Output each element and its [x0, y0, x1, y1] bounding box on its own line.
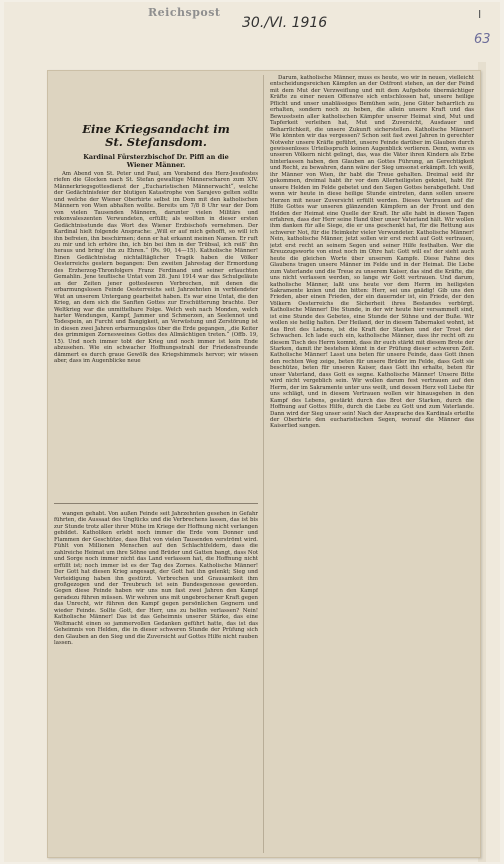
section-divider: [54, 503, 258, 504]
archive-sheet: [4, 2, 500, 862]
newspaper-clipping: [47, 70, 481, 858]
article-column-1-upper: [54, 171, 258, 501]
subhead-line-2: Wiener Männer.: [126, 161, 186, 169]
column-2-text: Darum, katholische Männer, muss es heute, wo wir in neuen, vielleicht entscheidungsreichen Kämpfen an der Ostfront stehen, an der der Feind mit dem Mut der Verzweiflung und mit dem Aufgebote übermächtiger Kräfte zu einer neuen Offensive sich entschlossen hat, unsere heilige Pflicht und unser unablässiges Bemühen sein, jene Güter beharrlich zu erhalten, sondern noch zu heben, die allein unsere Kraft und das Bewusstsein aller katholischen Kämpfer unserer Heimat sind, Mut und Tapferkeit verleihen hat, Mut und Zuversicht, Ausdauer und Beharrlichkeit, die unsere Zukunft sicherstellen. Katholische Männer! Wie könnten wir das vergessen? Schon seit fast zwei Jahren in gerechter Notwehr unsere Kräfte geführt, unsere Feinde darüber im Glauben durch gewissenloses Urteilsspruch keinen Augenblick verlieren. Denn, wenn es unseren Völkern nicht gelingt, das, was die Väter ihren Kindern als Erbe hinterlassen haben, den Glauben an Gottes Führung, an Gerechtigkeit und Recht, zu bewahren, dann wäre der Sieg umsonst erkämpft. Ich weiß, ihr Männer von Wien, ihr habt die Treue gehalten. Dreimal seid ihr gekommen, dreimal habt ihr vor dem Allerheiligsten gekniet, habt für unsere Helden im Felde gebetet und den Segen Gottes herabgefleht. Und wenn wir heute in diese heilige Stunde eintreten, dann sollen unsere Herzen mit neuer Zuversicht erfüllt werden. Dieses Vertrauen auf die Hilfe Gottes war unseren glänzenden Kämpfern an der Front und den Helden der Heimat eine Quelle der Kraft. Ihr alle habt in diesen Tagen erfahren, dass der Herr seine Hand über unser Vaterland hält. Wir wollen ihm danken für alle Siege, die er uns geschenkt hat, für die Rettung aus schwerer Not, für die Heimkehr vieler Verwundeter. Katholische Männer! Nein, katholische Männer, jetzt sollen wir erst recht auf Gott vertrauen, jetzt erst recht an seinem Segen und seiner Hilfe festhalten. Wer die Kreuzzugsworte von einst noch im Ohre hat: Gott will es! der sieht auch heute die gleichen Worte über unserem Kampfe. Diese Fahne des Glaubens tragen unsere Männer im Felde und in der Heimat. Die Liebe zum Vaterlande und die Treue zu unserem Kaiser, das sind die Kräfte, die uns nicht verlassen werden, so lange wir Gott vertrauen. Und darum, katholische Männer, laßt uns heute vor dem Herrn im heiligsten Sakramente knien und ihn bitten: Herr, sei uns gnädig! Gib uns den Frieden, aber einen Frieden, der ein dauernder ist, ein Friede, der den Völkern Oesterreichs die Sicherheit ihres Bestandes verbürgt. Katholische Männer! Die Stunde, in der wir heute hier versammelt sind, ist eine Stunde des Gebetes, eine Stunde der Sühne und der Buße. Wir wollen sie heilig halten. Der Heiland, der in diesem Tabernakel wohnt, ist das Brot des Lebens, ist die Kraft der Starken und der Trost der Schwachen. Ich lade euch ein, katholische Männer, dass ihr recht oft zu diesem Tisch des Herrn kommt, dass ihr euch stärkt mit diesem Brote der Starken, damit ihr bestehen könnt in der Prüfung dieser schweren Zeit. Katholische Männer! Lasst uns beten für unsere Feinde, dass Gott ihnen den rechten Weg zeige, beten für unsere Brüder im Felde, dass Gott sie beschütze, beten für unseren Kaiser, dass Gott ihn erhalte, beten für unser Vaterland, dass Gott es segne. Katholische Männer! Unsere Bitte wird nicht vergeblich sein. Wir wollen darum fest vertrauen auf den Herrn, der im Sakramente unter uns weilt, und dessen Herz voll Liebe für uns schlägt, und in diesem Vertrauen wollen wir hinausgehen in den Kampf des Lebens, gestärkt durch das Brot der Starken, durch die Hoffnung auf Gottes Hilfe, durch die Liebe zu Gott und zum Vaterlande. Dann wird der Sieg unser sein! Nach der Ansprache des Kardinals erteilte der Oberhirte den eucharistischen Segen, worauf die Männer das Kaiserlied sangen.: [270, 75, 474, 430]
subhead-line-1: Kardinal Fürsterzbischof Dr. Piffl an die: [83, 153, 229, 161]
article-headline: [54, 123, 258, 149]
newspaper-name-stamp: Reichspost: [148, 6, 221, 19]
archive-number: 63: [474, 32, 491, 47]
article-column-1-lower: [54, 511, 258, 855]
article-column-2: [270, 75, 474, 855]
column-rule: [263, 75, 264, 853]
headline-line-1: Eine Kriegsandacht im: [82, 122, 230, 136]
headline-line-2: St. Stefansdom.: [105, 135, 207, 149]
page-number: I: [478, 8, 482, 21]
column-1-text-upper: Am Abend von St. Peter und Paul, am Vorabend des Herz-Jesufestes riefen die Glocken nach St. Stefan gewaltige Männerscharen zum XIV. Männerkriegsgottesdienst der „Eucharistischen Männerwacht“, welche der Gedächtnisfeier der blutigen Katastrophe von Sarajevo gelten sollte und welche der Wiener Oberhirte selbst im Dom mit den katholischen Männern von Wien abhalten wollte. Bereits um 7/8 8 Uhr war der Dom von vielen Tausenden Männern, darunter vielen Militärs und rekonvaleszenten Verwundeten, erfüllt; als wollten in dieser ersten Gedächtnisstunde das Wort des Wiener Erzbischofs vernehmen. Der Kardinal hielt folgende Ansprache: „Will er auf mich gehofft, so will ich ihn befreien, ihn beschirmen; denn er hat erkannt meinen Namen. Er ruft zu mir und ich erhöre ihn, ich bin bei ihm in der Trübsal, ich reiß' ihn heraus und bring' ihn zu Ehren.“ (Ps. 90, 14—15). Katholische Männer! Einen Gedächtnistag nichtalltäglicher Tragik haben die Völker Oesterreichs gestern begangen: Den zweiten Jahrestag der Ermordung des Erzherzog-Thronfolgers Franz Ferdinand und seiner erlauchten Gemahlin. Jene teuflische Untat vom 28. Juni 1914 war das Schulgeläute an der Zeiten jener gottesleeren Verbrechen, mit denen die erbarmungslosen Feinde Oesterreichs seit Jahrzehnten in verblendeter Wut an unserem Untergang gearbeitet haben. Es war eine Untat, die den Krieg, an dem sich die Sanften Gottes zur Erschütterung brachte. Der Weltkrieg war die unmittelbare Folge. Welch weh nach Monden, welch harter Wendungen, Kampf, Jammer und Schmerzen, an Seelennot und Todespein, an Furcht und Bangigkeit, an Verwüstung und Zerstörung ist in diesen zwei Jahren erbarmungslos über die Erde gegangen, „die Keiter des grimmigen Zornesweines Gottes des Allmächtigen treten.“ (Offb. 19, 15). Und noch immer tobt der Krieg und noch immer ist kein Ende abzusehen. Wie ein schwacher Hoffnungsstrahl der Friedensfreunde dämmert es durch graue Gewölk des Kriegshimmels hervor; wir wissen aber, dass im Augenblicke neue: [54, 171, 258, 365]
column-1-text-lower: wangen gehabt. Von außen Feinde seit Jahrzehnten gesehen in Gefahr führten, die Aussaat des Unglücks und die Verbrechens lassen, das ist bis zur Stunde trotz aller ihrer Mühe im Kriege der Hoffnung nicht verlangen gebildet. Katholiken erlebt noch immer die Erde vom Donner und Flammen der Geschütze, dass Blut von vielen Tausenden verströmt wird. Fühlt von Millionen Menschen auf den Schlachtfeldern, dass die zahlreiche Heimat um ihre Söhne und Brüder und Gatten bangt, dass Not und Sorge noch immer nicht das Land verlassen hat, die Hoffnung nicht erfüllt ist; noch immer ist es der Tag des Zornes. Katholische Männer! Der Gott hat diesen Krieg angesagt, der Gott hat ihn gelenkt; Sieg und Verteidigung haben ihn gestürzt. Verbrechen und Grausamkeit ihm großgezogen und der Treubruch ist sein Bundesgenosse geworden. Gegen diese Feinde haben wir uns nun fast zwei Jahren den Kampf geradezu führen müssen. Wir wehren uns mit ungebrochener Kraft gegen das Unrecht, wir führen den Kampf gegen persönlichen Gegnern und wieder Feinde. Sollte Gott, der Herr, uns zu helfen verlassen? Nein! Katholische Männer! Das ist das Geheimnis unserer Stärke, das eine Weltmacht einen so jammervollen Gedanken geführt hatte, das ist das Geheimnis von Helden, die in dieser schweren Stunde der Prüfung sich den Glauben an den Sieg und die Zuversicht auf Gottes Hilfe nicht rauben lassen.: [54, 511, 258, 647]
article-subheading: [54, 153, 258, 169]
handwritten-date: 30./VI. 1916: [242, 15, 328, 31]
